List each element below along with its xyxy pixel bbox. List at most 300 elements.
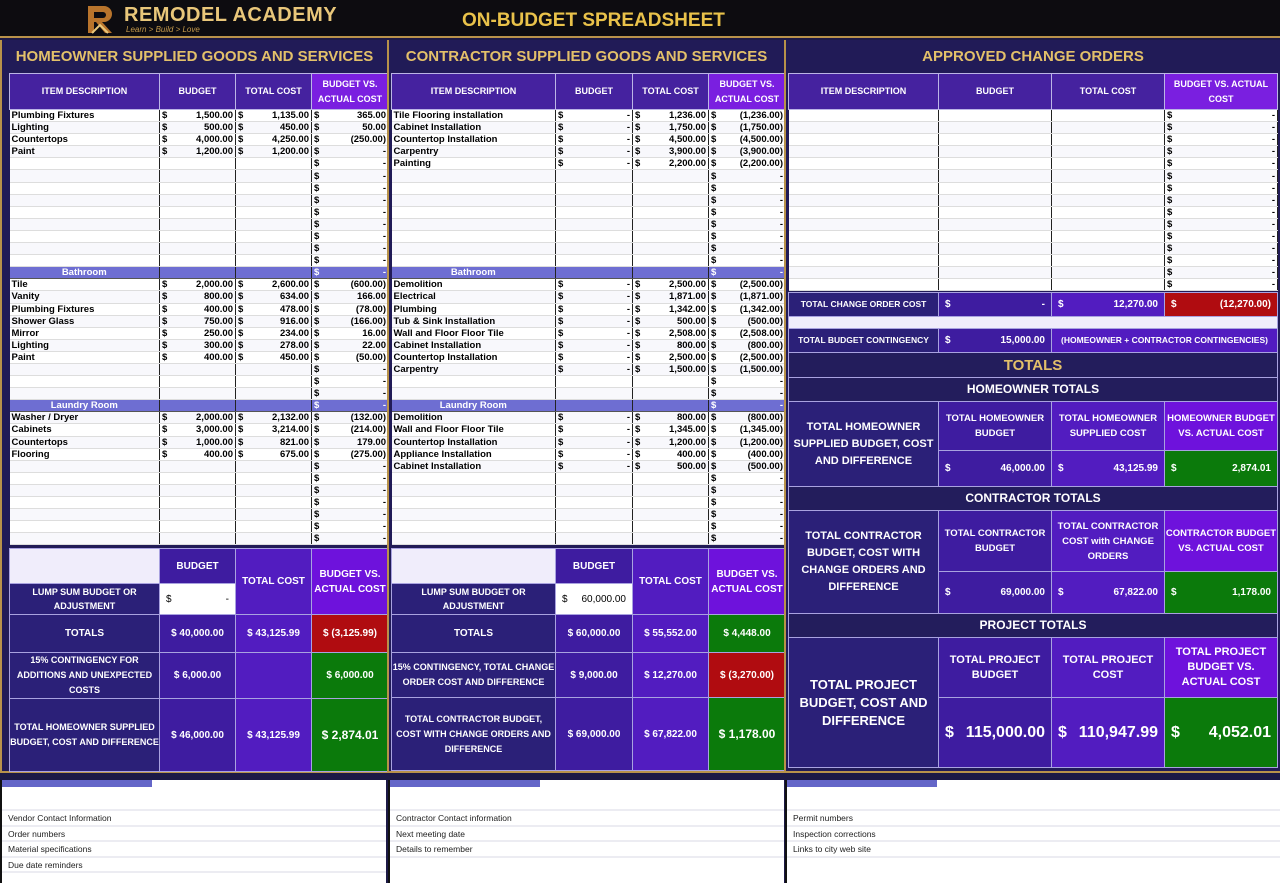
diff-cell[interactable]: $ -: [1165, 218, 1278, 230]
budget-cell[interactable]: [556, 484, 633, 496]
item-description[interactable]: [392, 194, 556, 206]
note-line[interactable]: Details to remember: [390, 842, 784, 858]
item-description[interactable]: [10, 255, 160, 267]
diff-cell[interactable]: $ -: [709, 376, 786, 388]
cost-cell[interactable]: [633, 509, 709, 521]
cost-cell[interactable]: $ 634.00: [236, 291, 312, 303]
diff-cell[interactable]: $ (275.00): [312, 448, 389, 460]
item-description[interactable]: Carpentry: [392, 146, 556, 158]
budget-cell[interactable]: [160, 158, 236, 170]
item-description[interactable]: [392, 484, 556, 496]
budget-cell[interactable]: $ 1,200.00: [160, 146, 236, 158]
note-line[interactable]: Permit numbers: [787, 811, 1280, 827]
budget-cell[interactable]: $ -: [556, 327, 633, 339]
budget-cell[interactable]: [556, 230, 633, 242]
item-description[interactable]: [789, 122, 939, 134]
cost-cell[interactable]: [236, 509, 312, 521]
budget-cell[interactable]: [556, 388, 633, 400]
item-description[interactable]: Paint: [10, 146, 160, 158]
note-line[interactable]: Next meeting date: [390, 827, 784, 843]
item-description[interactable]: [789, 255, 939, 267]
diff-cell[interactable]: $ -: [709, 533, 786, 545]
budget-cell[interactable]: [160, 376, 236, 388]
diff-cell[interactable]: $ (500.00): [709, 460, 786, 472]
budget-cell[interactable]: [556, 194, 633, 206]
budget-cell[interactable]: [556, 255, 633, 267]
item-description[interactable]: [10, 158, 160, 170]
budget-cell[interactable]: [160, 509, 236, 521]
note-line[interactable]: Vendor Contact Information: [2, 811, 386, 827]
note-line[interactable]: Contractor Contact information: [390, 811, 784, 827]
cost-cell[interactable]: $ 500.00: [633, 460, 709, 472]
budget-cell[interactable]: [939, 243, 1052, 255]
budget-cell[interactable]: $ 400.00: [160, 303, 236, 315]
budget-cell[interactable]: $ 400.00: [160, 448, 236, 460]
budget-cell[interactable]: $ -: [556, 122, 633, 134]
diff-cell[interactable]: $ -: [312, 388, 389, 400]
diff-cell[interactable]: $ -: [709, 182, 786, 194]
diff-cell[interactable]: $ -: [312, 509, 389, 521]
diff-cell[interactable]: $ 50.00: [312, 122, 389, 134]
item-description[interactable]: [10, 472, 160, 484]
cost-cell[interactable]: [1052, 279, 1165, 291]
cost-cell[interactable]: $ 1,236.00: [633, 110, 709, 122]
diff-cell[interactable]: $ (800.00): [709, 339, 786, 351]
diff-cell[interactable]: $ -: [312, 255, 389, 267]
cost-cell[interactable]: $ 800.00: [633, 339, 709, 351]
diff-cell[interactable]: $ -: [312, 243, 389, 255]
budget-cell[interactable]: [160, 497, 236, 509]
cost-cell[interactable]: $ 478.00: [236, 303, 312, 315]
cost-cell[interactable]: $ 2,500.00: [633, 351, 709, 363]
budget-cell[interactable]: $ -: [556, 158, 633, 170]
budget-cell[interactable]: [556, 376, 633, 388]
item-description[interactable]: Mirror: [10, 327, 160, 339]
cost-cell[interactable]: [633, 255, 709, 267]
diff-cell[interactable]: $ -: [312, 218, 389, 230]
cost-cell[interactable]: [1052, 230, 1165, 242]
item-description[interactable]: [10, 363, 160, 375]
cost-cell[interactable]: [633, 218, 709, 230]
cost-cell[interactable]: $ 1,342.00: [633, 303, 709, 315]
item-description[interactable]: Tile Flooring installation: [392, 110, 556, 122]
cost-cell[interactable]: [236, 497, 312, 509]
cost-cell[interactable]: [236, 218, 312, 230]
diff-cell[interactable]: $ -: [709, 472, 786, 484]
budget-cell[interactable]: [160, 206, 236, 218]
diff-cell[interactable]: $ -: [312, 376, 389, 388]
diff-cell[interactable]: $ -: [312, 472, 389, 484]
diff-cell[interactable]: $ -: [1165, 122, 1278, 134]
diff-cell[interactable]: $ -: [709, 243, 786, 255]
diff-cell[interactable]: $ (2,500.00): [709, 279, 786, 291]
cost-cell[interactable]: $ 3,214.00: [236, 424, 312, 436]
cost-cell[interactable]: $ 450.00: [236, 351, 312, 363]
diff-cell[interactable]: $ -: [312, 460, 389, 472]
item-description[interactable]: [10, 170, 160, 182]
diff-cell[interactable]: $ -: [1165, 206, 1278, 218]
cost-cell[interactable]: $ 1,500.00: [633, 363, 709, 375]
item-description[interactable]: [392, 533, 556, 545]
item-description[interactable]: [10, 194, 160, 206]
item-description[interactable]: [392, 497, 556, 509]
diff-cell[interactable]: $ (132.00): [312, 412, 389, 424]
diff-cell[interactable]: $ -: [1165, 267, 1278, 279]
budget-cell[interactable]: $ 2,000.00: [160, 412, 236, 424]
contractor-notes[interactable]: [388, 780, 784, 883]
diff-cell[interactable]: $ (250.00): [312, 134, 389, 146]
cost-cell[interactable]: [1052, 255, 1165, 267]
item-description[interactable]: Cabinet Installation: [392, 460, 556, 472]
diff-cell[interactable]: $ (50.00): [312, 351, 389, 363]
cost-cell[interactable]: [633, 497, 709, 509]
diff-cell[interactable]: $ -: [312, 206, 389, 218]
item-description[interactable]: Plumbing: [392, 303, 556, 315]
diff-cell[interactable]: $ (1,345.00): [709, 424, 786, 436]
change-order-notes[interactable]: [785, 780, 1280, 883]
budget-cell[interactable]: $ -: [556, 424, 633, 436]
item-description[interactable]: Plumbing Fixtures: [10, 110, 160, 122]
cost-cell[interactable]: [633, 230, 709, 242]
item-description[interactable]: Vanity: [10, 291, 160, 303]
item-description[interactable]: [10, 182, 160, 194]
item-description[interactable]: Countertop Installation: [392, 436, 556, 448]
budget-cell[interactable]: $ 1,000.00: [160, 436, 236, 448]
item-description[interactable]: Lighting: [10, 339, 160, 351]
budget-cell[interactable]: [160, 460, 236, 472]
budget-cell[interactable]: [160, 388, 236, 400]
budget-cell[interactable]: $ -: [556, 279, 633, 291]
note-line[interactable]: Inspection corrections: [787, 827, 1280, 843]
item-description[interactable]: [789, 110, 939, 122]
item-description[interactable]: [10, 206, 160, 218]
diff-cell[interactable]: $ -: [1165, 230, 1278, 242]
diff-cell[interactable]: $ -: [312, 146, 389, 158]
cost-cell[interactable]: [633, 376, 709, 388]
cost-cell[interactable]: $ 278.00: [236, 339, 312, 351]
cost-cell[interactable]: [1052, 194, 1165, 206]
cost-cell[interactable]: [1052, 170, 1165, 182]
diff-cell[interactable]: $ -: [1165, 134, 1278, 146]
budget-cell[interactable]: [556, 497, 633, 509]
budget-cell[interactable]: [939, 206, 1052, 218]
cost-cell[interactable]: [1052, 218, 1165, 230]
budget-cell[interactable]: $ 750.00: [160, 315, 236, 327]
cost-cell[interactable]: $ 1,135.00: [236, 110, 312, 122]
item-description[interactable]: Painting: [392, 158, 556, 170]
budget-cell[interactable]: [939, 230, 1052, 242]
diff-cell[interactable]: $ -: [1165, 255, 1278, 267]
cost-cell[interactable]: [1052, 146, 1165, 158]
item-description[interactable]: [392, 521, 556, 533]
cost-cell[interactable]: [633, 243, 709, 255]
item-description[interactable]: Wall and Floor Floor Tile: [392, 424, 556, 436]
item-description[interactable]: [392, 182, 556, 194]
item-description[interactable]: [10, 509, 160, 521]
diff-cell[interactable]: $ -: [1165, 194, 1278, 206]
diff-cell[interactable]: $ -: [1165, 110, 1278, 122]
item-description[interactable]: [392, 230, 556, 242]
budget-cell[interactable]: [556, 206, 633, 218]
cost-cell[interactable]: [1052, 182, 1165, 194]
item-description[interactable]: [789, 194, 939, 206]
cost-cell[interactable]: $ 500.00: [633, 315, 709, 327]
diff-cell[interactable]: $ -: [312, 170, 389, 182]
cost-cell[interactable]: [236, 206, 312, 218]
diff-cell[interactable]: $ (1,342.00): [709, 303, 786, 315]
item-description[interactable]: Plumbing Fixtures: [10, 303, 160, 315]
cost-cell[interactable]: [633, 206, 709, 218]
budget-cell[interactable]: [939, 122, 1052, 134]
diff-cell[interactable]: $ -: [312, 267, 389, 279]
note-line[interactable]: Material specifications: [2, 842, 386, 858]
diff-cell[interactable]: $ 179.00: [312, 436, 389, 448]
cost-cell[interactable]: [236, 363, 312, 375]
budget-cell[interactable]: $ -: [556, 460, 633, 472]
diff-cell[interactable]: $ 16.00: [312, 327, 389, 339]
diff-cell[interactable]: $ (1,750.00): [709, 122, 786, 134]
item-description[interactable]: Paint: [10, 351, 160, 363]
note-line[interactable]: Links to city web site: [787, 842, 1280, 858]
budget-cell[interactable]: [160, 243, 236, 255]
budget-cell[interactable]: [160, 218, 236, 230]
budget-cell[interactable]: $ -: [556, 315, 633, 327]
diff-cell[interactable]: $ (2,200.00): [709, 158, 786, 170]
item-description[interactable]: [789, 267, 939, 279]
item-description[interactable]: [10, 497, 160, 509]
diff-cell[interactable]: $ (400.00): [709, 448, 786, 460]
item-description[interactable]: [789, 243, 939, 255]
cost-cell[interactable]: [1052, 267, 1165, 279]
cost-cell[interactable]: [236, 158, 312, 170]
budget-cell[interactable]: $ 500.00: [160, 122, 236, 134]
cost-cell[interactable]: [1052, 134, 1165, 146]
diff-cell[interactable]: $ -: [709, 509, 786, 521]
cost-cell[interactable]: $ 800.00: [633, 412, 709, 424]
budget-cell[interactable]: [160, 363, 236, 375]
item-description[interactable]: [789, 170, 939, 182]
budget-cell[interactable]: $ -: [556, 134, 633, 146]
item-description[interactable]: [392, 472, 556, 484]
item-description[interactable]: Tub & Sink Installation: [392, 315, 556, 327]
item-description[interactable]: [789, 230, 939, 242]
budget-cell[interactable]: [556, 472, 633, 484]
budget-cell[interactable]: $ 250.00: [160, 327, 236, 339]
diff-cell[interactable]: $ -: [709, 194, 786, 206]
cost-cell[interactable]: [633, 194, 709, 206]
item-description[interactable]: [10, 376, 160, 388]
diff-cell[interactable]: $ -: [1165, 170, 1278, 182]
diff-cell[interactable]: $ (3,900.00): [709, 146, 786, 158]
item-description[interactable]: Demolition: [392, 412, 556, 424]
item-description[interactable]: [10, 243, 160, 255]
budget-cell[interactable]: [939, 110, 1052, 122]
lump-sum-input[interactable]: $ -: [160, 584, 236, 615]
diff-cell[interactable]: $ 365.00: [312, 110, 389, 122]
cost-cell[interactable]: [236, 472, 312, 484]
cost-cell[interactable]: $ 2,500.00: [633, 279, 709, 291]
diff-cell[interactable]: $ (1,871.00): [709, 291, 786, 303]
diff-cell[interactable]: $ -: [312, 533, 389, 545]
budget-cell[interactable]: [939, 218, 1052, 230]
diff-cell[interactable]: $ -: [1165, 279, 1278, 291]
budget-cell[interactable]: $ 400.00: [160, 351, 236, 363]
cost-cell[interactable]: [633, 533, 709, 545]
diff-cell[interactable]: $ -: [709, 230, 786, 242]
item-description[interactable]: [789, 146, 939, 158]
item-description[interactable]: [10, 460, 160, 472]
cost-cell[interactable]: [236, 376, 312, 388]
budget-cell[interactable]: $ 3,000.00: [160, 424, 236, 436]
budget-cell[interactable]: $ -: [556, 303, 633, 315]
budget-cell[interactable]: [160, 533, 236, 545]
budget-cell[interactable]: $ -: [556, 146, 633, 158]
cost-cell[interactable]: [236, 230, 312, 242]
budget-cell[interactable]: $ -: [556, 436, 633, 448]
lump-sum-input[interactable]: $ 60,000.00: [556, 584, 633, 615]
budget-cell[interactable]: $ 800.00: [160, 291, 236, 303]
diff-cell[interactable]: $ -: [709, 267, 786, 279]
diff-cell[interactable]: $ -: [312, 484, 389, 496]
item-description[interactable]: [10, 521, 160, 533]
budget-cell[interactable]: [939, 267, 1052, 279]
item-description[interactable]: [789, 206, 939, 218]
diff-cell[interactable]: $ (1,236.00): [709, 110, 786, 122]
budget-cell[interactable]: $ 300.00: [160, 339, 236, 351]
diff-cell[interactable]: $ -: [312, 363, 389, 375]
cost-cell[interactable]: $ 400.00: [633, 448, 709, 460]
diff-cell[interactable]: $ (4,500.00): [709, 134, 786, 146]
homeowner-notes[interactable]: [0, 780, 386, 883]
item-description[interactable]: Electrical: [392, 291, 556, 303]
diff-cell[interactable]: $ (166.00): [312, 315, 389, 327]
diff-cell[interactable]: $ -: [312, 400, 389, 412]
item-description[interactable]: Flooring: [10, 448, 160, 460]
diff-cell[interactable]: $ -: [1165, 243, 1278, 255]
cost-cell[interactable]: $ 2,132.00: [236, 412, 312, 424]
item-description[interactable]: Cabinet Installation: [392, 122, 556, 134]
diff-cell[interactable]: $ -: [709, 400, 786, 412]
item-description[interactable]: [789, 218, 939, 230]
item-description[interactable]: [789, 182, 939, 194]
budget-cell[interactable]: [939, 158, 1052, 170]
budget-cell[interactable]: [160, 484, 236, 496]
item-description[interactable]: [392, 388, 556, 400]
note-line[interactable]: Due date reminders: [2, 858, 386, 874]
budget-cell[interactable]: [556, 533, 633, 545]
cost-cell[interactable]: $ 4,250.00: [236, 134, 312, 146]
budget-cell[interactable]: [939, 194, 1052, 206]
cost-cell[interactable]: [236, 521, 312, 533]
budget-cell[interactable]: [160, 255, 236, 267]
budget-cell[interactable]: [939, 279, 1052, 291]
diff-cell[interactable]: $ -: [709, 218, 786, 230]
cost-cell[interactable]: [633, 170, 709, 182]
item-description[interactable]: Cabinets: [10, 424, 160, 436]
cost-cell[interactable]: $ 1,200.00: [236, 146, 312, 158]
cost-cell[interactable]: $ 4,500.00: [633, 134, 709, 146]
diff-cell[interactable]: $ -: [312, 230, 389, 242]
diff-cell[interactable]: $ (1,200.00): [709, 436, 786, 448]
diff-cell[interactable]: $ (500.00): [709, 315, 786, 327]
budget-cell[interactable]: [556, 509, 633, 521]
diff-cell[interactable]: $ -: [312, 158, 389, 170]
budget-cell[interactable]: [939, 182, 1052, 194]
cost-cell[interactable]: $ 3,900.00: [633, 146, 709, 158]
cost-cell[interactable]: [633, 521, 709, 533]
diff-cell[interactable]: $ -: [1165, 146, 1278, 158]
cost-cell[interactable]: [236, 460, 312, 472]
budget-cell[interactable]: [160, 194, 236, 206]
cost-cell[interactable]: [236, 255, 312, 267]
diff-cell[interactable]: $ (1,500.00): [709, 363, 786, 375]
budget-cell[interactable]: $ 1,500.00: [160, 110, 236, 122]
cost-cell[interactable]: [1052, 158, 1165, 170]
item-description[interactable]: [392, 243, 556, 255]
item-description[interactable]: Shower Glass: [10, 315, 160, 327]
item-description[interactable]: [10, 388, 160, 400]
budget-cell[interactable]: $ -: [556, 291, 633, 303]
item-description[interactable]: [10, 533, 160, 545]
cost-cell[interactable]: [633, 472, 709, 484]
budget-cell[interactable]: [556, 170, 633, 182]
item-description[interactable]: [392, 376, 556, 388]
budget-cell[interactable]: [160, 521, 236, 533]
diff-cell[interactable]: $ (2,500.00): [709, 351, 786, 363]
cost-cell[interactable]: $ 450.00: [236, 122, 312, 134]
diff-cell[interactable]: $ (800.00): [709, 412, 786, 424]
budget-cell[interactable]: $ -: [556, 448, 633, 460]
cost-cell[interactable]: [1052, 206, 1165, 218]
cost-cell[interactable]: $ 1,345.00: [633, 424, 709, 436]
budget-cell[interactable]: $ -: [556, 339, 633, 351]
budget-cell[interactable]: $ -: [556, 351, 633, 363]
budget-cell[interactable]: $ -: [556, 110, 633, 122]
diff-cell[interactable]: $ -: [709, 170, 786, 182]
item-description[interactable]: Demolition: [392, 279, 556, 291]
item-description[interactable]: Wall and Floor Floor Tile: [392, 327, 556, 339]
budget-cell[interactable]: [160, 170, 236, 182]
diff-cell[interactable]: $ -: [709, 497, 786, 509]
item-description[interactable]: Cabinet Installation: [392, 339, 556, 351]
cost-cell[interactable]: [1052, 110, 1165, 122]
cost-cell[interactable]: [633, 484, 709, 496]
cost-cell[interactable]: [1052, 243, 1165, 255]
diff-cell[interactable]: $ 166.00: [312, 291, 389, 303]
item-description[interactable]: [789, 279, 939, 291]
cost-cell[interactable]: $ 675.00: [236, 448, 312, 460]
budget-cell[interactable]: $ 2,000.00: [160, 279, 236, 291]
cost-cell[interactable]: $ 2,508.00: [633, 327, 709, 339]
diff-cell[interactable]: $ (2,508.00): [709, 327, 786, 339]
diff-cell[interactable]: $ -: [1165, 182, 1278, 194]
item-description[interactable]: Countertop Installation: [392, 351, 556, 363]
cost-cell[interactable]: $ 1,750.00: [633, 122, 709, 134]
item-description[interactable]: Countertop Installation: [392, 134, 556, 146]
diff-cell[interactable]: $ -: [709, 388, 786, 400]
diff-cell[interactable]: $ -: [1165, 158, 1278, 170]
diff-cell[interactable]: $ -: [312, 194, 389, 206]
diff-cell[interactable]: $ (600.00): [312, 279, 389, 291]
item-description[interactable]: Countertops: [10, 436, 160, 448]
cost-cell[interactable]: [236, 170, 312, 182]
cost-cell[interactable]: [236, 243, 312, 255]
cost-cell[interactable]: [633, 182, 709, 194]
item-description[interactable]: Tile: [10, 279, 160, 291]
cost-cell[interactable]: [633, 388, 709, 400]
item-description[interactable]: [392, 218, 556, 230]
diff-cell[interactable]: $ 22.00: [312, 339, 389, 351]
